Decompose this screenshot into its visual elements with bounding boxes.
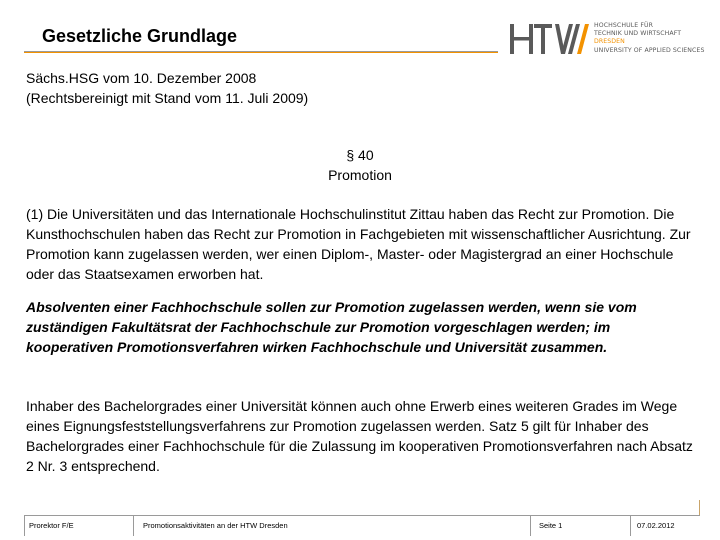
footer-date: 07.02.2012 [637, 521, 675, 530]
htw-logo-text [594, 22, 704, 55]
footer-separator [530, 516, 531, 536]
law-status: (Rechtsbereinigt mit Stand vom 11. Juli 2009) [26, 90, 309, 106]
footer-corner-mark [692, 500, 700, 516]
paragraph-3: Inhaber des Bachelorgrades einer Universität können auch ohne Erwerb eines weiteren Grades im Wege eines Eignungsfeststellungsverfahrens zur Promotion zugelassen werden. Satz 5 gilt für Inhaber des Bachelorgrades einer Fachhochschule für die Zulassung im kooperativen Promotionsverfahren nach Absatz 2 Nr. 3 entsprechend. [26, 398, 693, 474]
htw-logo [508, 21, 705, 61]
section-heading [0, 145, 720, 185]
footer-separator [133, 516, 134, 536]
logo-line-2: TECHNIK UND WIRTSCHAFT [594, 30, 682, 38]
footer-author: Prorektor F/E [29, 521, 74, 530]
title-rule-orange [24, 52, 498, 53]
footer-separator [24, 516, 25, 536]
slide-title: Gesetzliche Grundlage [42, 26, 238, 46]
section-number: § 40 [346, 147, 374, 163]
logo-line-1: HOCHSCHULE FÜR [594, 22, 654, 29]
paragraph-1: (1) Die Universitäten und das Internationale Hochschulinstitut Zittau haben das Recht zur Promotion. Die Kunsthochschulen haben das Recht zur Promotion in Fachgebieten mit wissenschaftlicher Ausrichtung. Zur Promotion kann zugelassen werden, wer einen Diplom-, Master- oder Magistergrad an einer Hochschule oder das Staatsexamen erworben hat. [26, 206, 691, 282]
htw-logo-mark [508, 21, 590, 55]
logo-line-4: UNIVERSITY OF APPLIED SCIENCES [594, 46, 705, 54]
footer-separator [630, 516, 631, 536]
footer-topic: Promotionsaktivitäten an der HTW Dresden [143, 521, 288, 530]
section-name: Promotion [328, 167, 392, 183]
law-reference [26, 68, 308, 108]
footer-page-number: Seite 1 [539, 521, 563, 530]
law-title: Sächs.HSG vom 10. Dezember 2008 [26, 70, 257, 86]
footer-divider [24, 515, 700, 516]
logo-line-3: DRESDEN [594, 38, 625, 46]
paragraph-2-emphasis: Absolventen einer Fachhochschule sollen zur Promotion zugelassen werden, wenn sie vom zuständigen Fakultätsrat der Fachhochschule zur Promotion vorgeschlagen werden; im kooperativen Promotionsverfahren wirken Fachhochschule und Universität zusammen. [26, 299, 637, 355]
title-underline [24, 51, 498, 53]
